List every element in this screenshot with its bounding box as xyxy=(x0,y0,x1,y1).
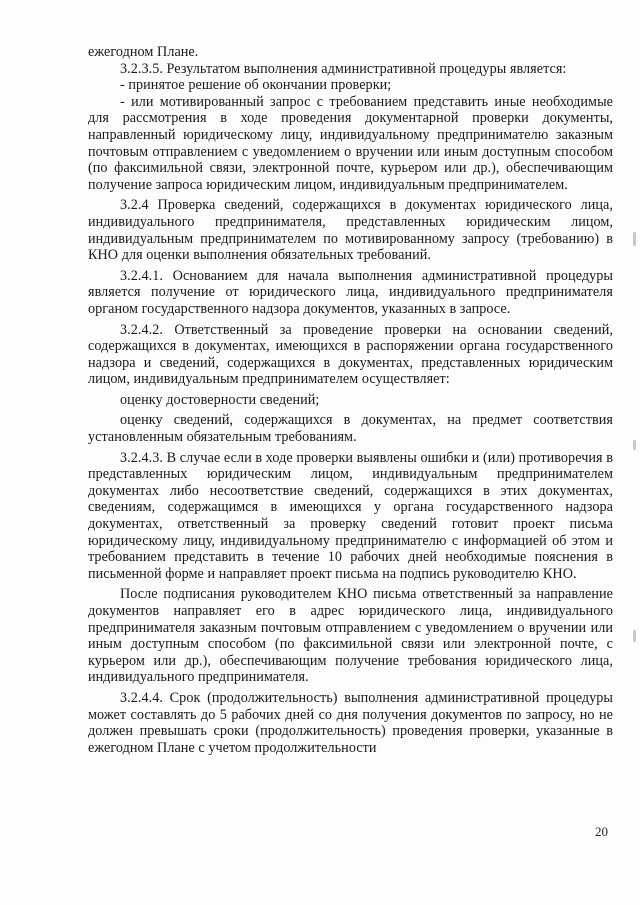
page-number: 20 xyxy=(595,824,608,839)
paragraph-3-2-4: 3.2.4 Проверка сведений, содержащихся в документах юридического лица, индивидуального предпринимателя, представленных юридическим лицом, индивидуальным предпринимателем по мотивированному запросу (требованию) в КНО для оценки выполнения обязательных требований. xyxy=(88,197,613,264)
list-item-decision: - принятое решение об окончании проверки; xyxy=(120,77,392,94)
list-item-request: - или мотивированный запрос с требованием представить иные необходимые для рассмотрения в ходе проведения документарной проверки документы, направленный юридическому лицу, индивидуальному предпринимателю заказным почтовым отправлением с уведомлением о вручении или иным доступным способом (по факсимильной связи, электронной почте, курьером или др.), обеспечивающим получение запроса юридическим лицом, индивидуальным предпринимателем. xyxy=(88,93,613,193)
paragraph-3-2-4-1: 3.2.4.1. Основанием для начала выполнения административной процедуры является получение от юридического лица, индивидуального предпринимателя органом государственного надзора документов, указанных в запросе. xyxy=(88,267,613,317)
document-body xyxy=(88,44,613,756)
paragraph-3-2-3-5: 3.2.3.5. Результатом выполнения административной процедуры является: xyxy=(120,60,567,77)
paragraph-after-signing: После подписания руководителем КНО письма ответственный за направление документов направляет его в адрес юридического лица, индивидуального предпринимателя заказным почтовым отправлением с уведомлением о вручении или иным доступным способом (по факсимильной связи или электронной почте, с курьером или др.), обеспечивающим получение требования юридического лица, индивидуального предпринимателя. xyxy=(88,586,613,686)
scan-edge-mark xyxy=(633,232,636,246)
list-item-reliability: оценку достоверности сведений; xyxy=(120,391,320,408)
list-item-compliance: оценку сведений, содержащихся в документах, на предмет соответствия установленным обязательным требованиям. xyxy=(88,412,613,446)
scan-edge-mark xyxy=(633,630,636,642)
paragraph-3-2-4-3: 3.2.4.3. В случае если в ходе проверки выявлены ошибки и (или) противоречия в представленных юридическим лицом, индивидуальным предпринимателем документах либо несоответствие сведений, содержащихся в этих документах, сведениям, содержащимся в имеющихся у органа государственного надзора документах, ответственный за проверку сведений готовит проект письма юридическому лицу, индивидуальному предпринимателю с информацией об этом и требованием представить в течение 10 рабочих дней необходимые пояснения в письменной форме и направляет проект письма на подпись руководителю КНО. xyxy=(88,449,613,582)
paragraph-3-2-4-4: 3.2.4.4. Срок (продолжительность) выполнения административной процедуры может составлять до 5 рабочих дней со дня получения документов по запросу, но не должен превышать сроки (продолжительность) проведения проверки, указанные в ежегодном Плане с учетом продолжительности xyxy=(88,689,613,756)
paragraph-3-2-4-2: 3.2.4.2. Ответственный за проведение проверки на основании сведений, содержащихся в документах, имеющихся в распоряжении органа государственного надзора и сведений, содержащихся в документах, представленных юридическим лицом, индивидуальным предпринимателем осуществляет: xyxy=(88,321,613,388)
paragraph-continuation: ежегодном Плане. xyxy=(88,44,199,60)
scan-edge-mark xyxy=(633,440,636,450)
